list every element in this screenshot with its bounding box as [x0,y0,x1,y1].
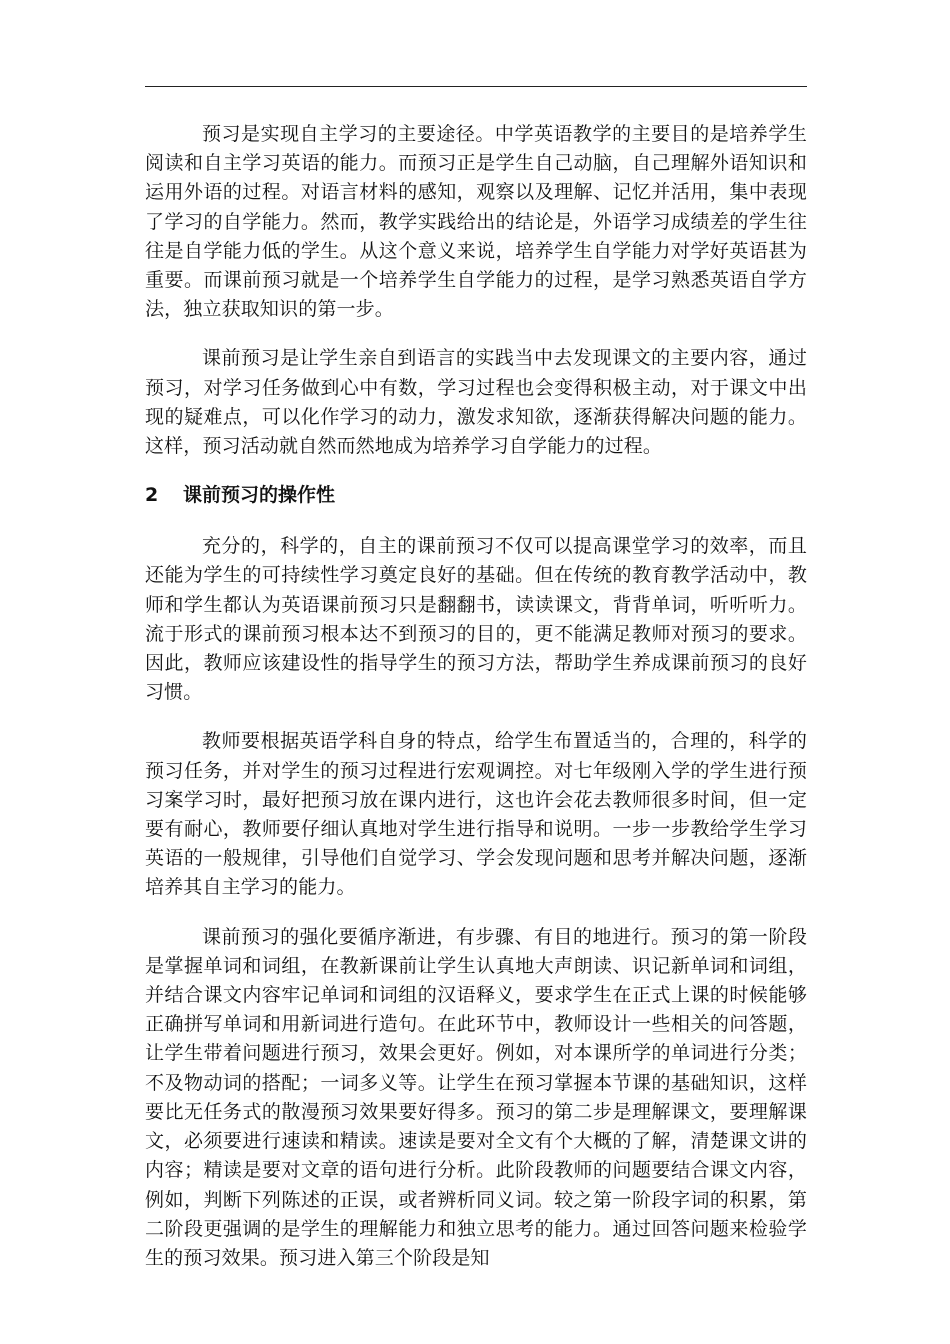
section-heading [145,481,807,510]
paragraph-preview-practice: 课前预习是让学生亲自到语言的实践当中去发现课文的主要内容，通过预习，对学习任务做到心中有数，学习过程也会变得积极主动，对于课文中出现的疑难点，可以化作学习的动力，激发求知欲，逐渐获得解决问题的能力。这样，预习活动就自然而然地成为培养学习自学能力的过程。 [145,347,807,458]
header-rule [145,86,807,87]
paragraph-self-study-path: 预习是实现自主学习的主要途径。中学英语教学的主要目的是培养学生阅读和自主学习英语的能力。而预习正是学生自己动脑，自己理解外语知识和运用外语的过程。对语言材料的感知，观察以及理解、记忆并活用，集中表现了学习的自学能力。然而，教学实践给出的结论是，外语学习成绩差的学生往往是自学能力低的学生。从这个意义来说，培养学生自学能力对学好英语甚为重要。而课前预习就是一个培养学生自学能力的过程，是学习熟悉英语自学方法，独立获取知识的第一步。 [145,123,807,321]
paragraph-teacher-guidance: 教师要根据英语学科自身的特点，给学生布置适当的，合理的，科学的预习任务，并对学生的预习过程进行宏观调控。对七年级刚入学的学生进行预习案学习时，最好把预习放在课内进行，这也许会花去教师很多时间，但一定要有耐心，教师要仔细认真地对学生进行指导和说明。一步一步教给学生学习英语的一般规律，引导他们自觉学习、学会发现问题和思考并解决问题，逐渐培养其自主学习的能力。 [145,730,807,899]
section-number: 2 [145,484,159,507]
paragraph-scientific-preview: 充分的，科学的，自主的课前预习不仅可以提高课堂学习的效率，而且还能为学生的可持续性学习奠定良好的基础。但在传统的教育教学活动中，教师和学生都认为英语课前预习只是翻翻书，读读课文，背背单词，听听听力。流于形式的课前预习根本达不到预习的目的，更不能满足教师对预习的要求。因此，教师应该建设性的指导学生的预习方法，帮助学生养成课前预习的良好习惯。 [145,535,807,704]
paragraph-preview-stages: 课前预习的强化要循序渐进，有步骤、有目的地进行。预习的第一阶段是掌握单词和词组，在教新课前让学生认真地大声朗读、识记新单词和词组，并结合课文内容牢记单词和词组的汉语释义，要求学生在正式上课的时候能够正确拼写单词和用新词进行造句。在此环节中，教师设计一些相关的问答题，让学生带着问题进行预习，效果会更好。例如，对本课所学的单词进行分类；不及物动词的搭配；一词多义等。让学生在预习掌握本节课的基础知识，这样要比无任务式的散漫预习效果要好得多。预习的第二步是理解课文，要理解课文，必须要进行速读和精读。速读是要对全文有个大概的了解，清楚课文讲的内容；精读是要对文章的语句进行分析。此阶段教师的问题要结合课文内容，例如，判断下列陈述的正误，或者辨析同义词。较之第一阶段字词的积累，第二阶段更强调的是学生的理解能力和独立思考的能力。通过回答问题来检验学生的预习效果。预习进入第三个阶段是知 [145,925,807,1269]
section-title: 课前预习的操作性 [183,484,336,507]
body-text [145,120,807,1293]
